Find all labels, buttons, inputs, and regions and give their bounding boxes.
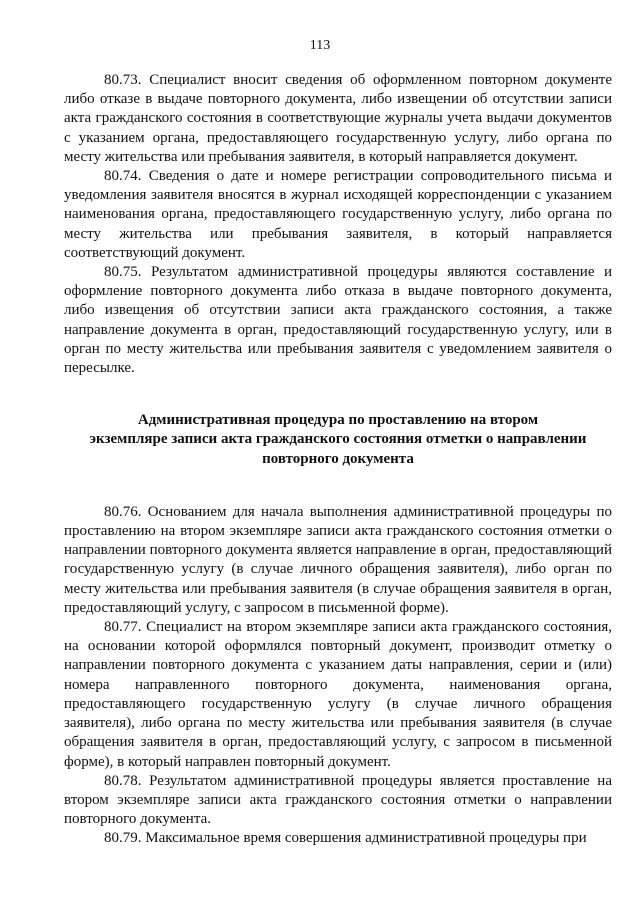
paragraph-80-75: 80.75. Результатом административной процедуры являются составление и оформление повторного документа либо отказа в выдаче повторного документа, либо извещения об отсутствии записи акта гражданского состояния, а также направление документа в орган, предоставляющий государственную услугу, или в орган по месту жительства или пребывания заявителя с уведомлением заявителя о пересылке. [64, 264, 612, 377]
page-number: 113 [309, 38, 331, 53]
paragraph-80-73: 80.73. Специалист вносит сведения об оформленном повторном документе либо отказе в выдаче повторного документа, либо извещении об отсутствии записи акта гражданского состояния в соответствующие журналы учета выдачи документов с указанием органа, предоставляющего государственную услугу, либо органа по месту жительства или пребывания заявителя, в который направляется документ. [64, 72, 612, 165]
paragraph-80-77: 80.77. Специалист на втором экземпляре записи акта гражданского состояния, на основании которой оформлялся повторный документ, производит отметку о направлении повторного документа с указанием даты направления, серии и (или) номера направленного повторного документа, наименования органа, предоставляющего государственную услугу (в случае личного обращения заявителя), либо органа по месту жительства или пребывания заявителя (в случае обращения заявителя в орган, предоставляющий услугу, с запросом в письменной форме), в который направлен повторный документ. [64, 619, 612, 770]
section-heading-line-2: экземпляре записи акта гражданского состояния отметки о направлении [89, 431, 587, 448]
section-heading-line-3: повторного документа [262, 450, 414, 467]
paragraph-80-76: 80.76. Основанием для начала выполнения административной процедуры по проставлению на втором экземпляре записи акта гражданского состояния отметки о направлении повторного документа является направление в орган, предоставляющий государственную услугу (в случае личного обращения заявителя), либо орган по месту жительства или пребывания заявителя (в случае обращения заявителя в орган, предоставляющий услугу, с запросом в письменной форме). [64, 503, 612, 616]
paragraph-80-79: 80.79. Максимальное время совершения административной процедуры при [104, 830, 587, 847]
paragraph-80-74: 80.74. Сведения о дате и номере регистрации сопроводительного письма и уведомления заявителя вносятся в журнал исходящей корреспонденции с указанием наименования органа, предоставляющего государственную услугу, либо органа по месту жительства или пребывания заявителя, в который направляется соответствующий документ. [64, 168, 612, 261]
section-heading-line-1: Административная процедура по проставлению на втором [137, 412, 539, 429]
section-heading [84, 411, 592, 469]
document-body [64, 71, 612, 849]
paragraph-80-78: 80.78. Результатом административной процедуры является проставление на втором экземпляре записи акта гражданского состояния отметки о направлении повторного документа. [64, 772, 612, 828]
